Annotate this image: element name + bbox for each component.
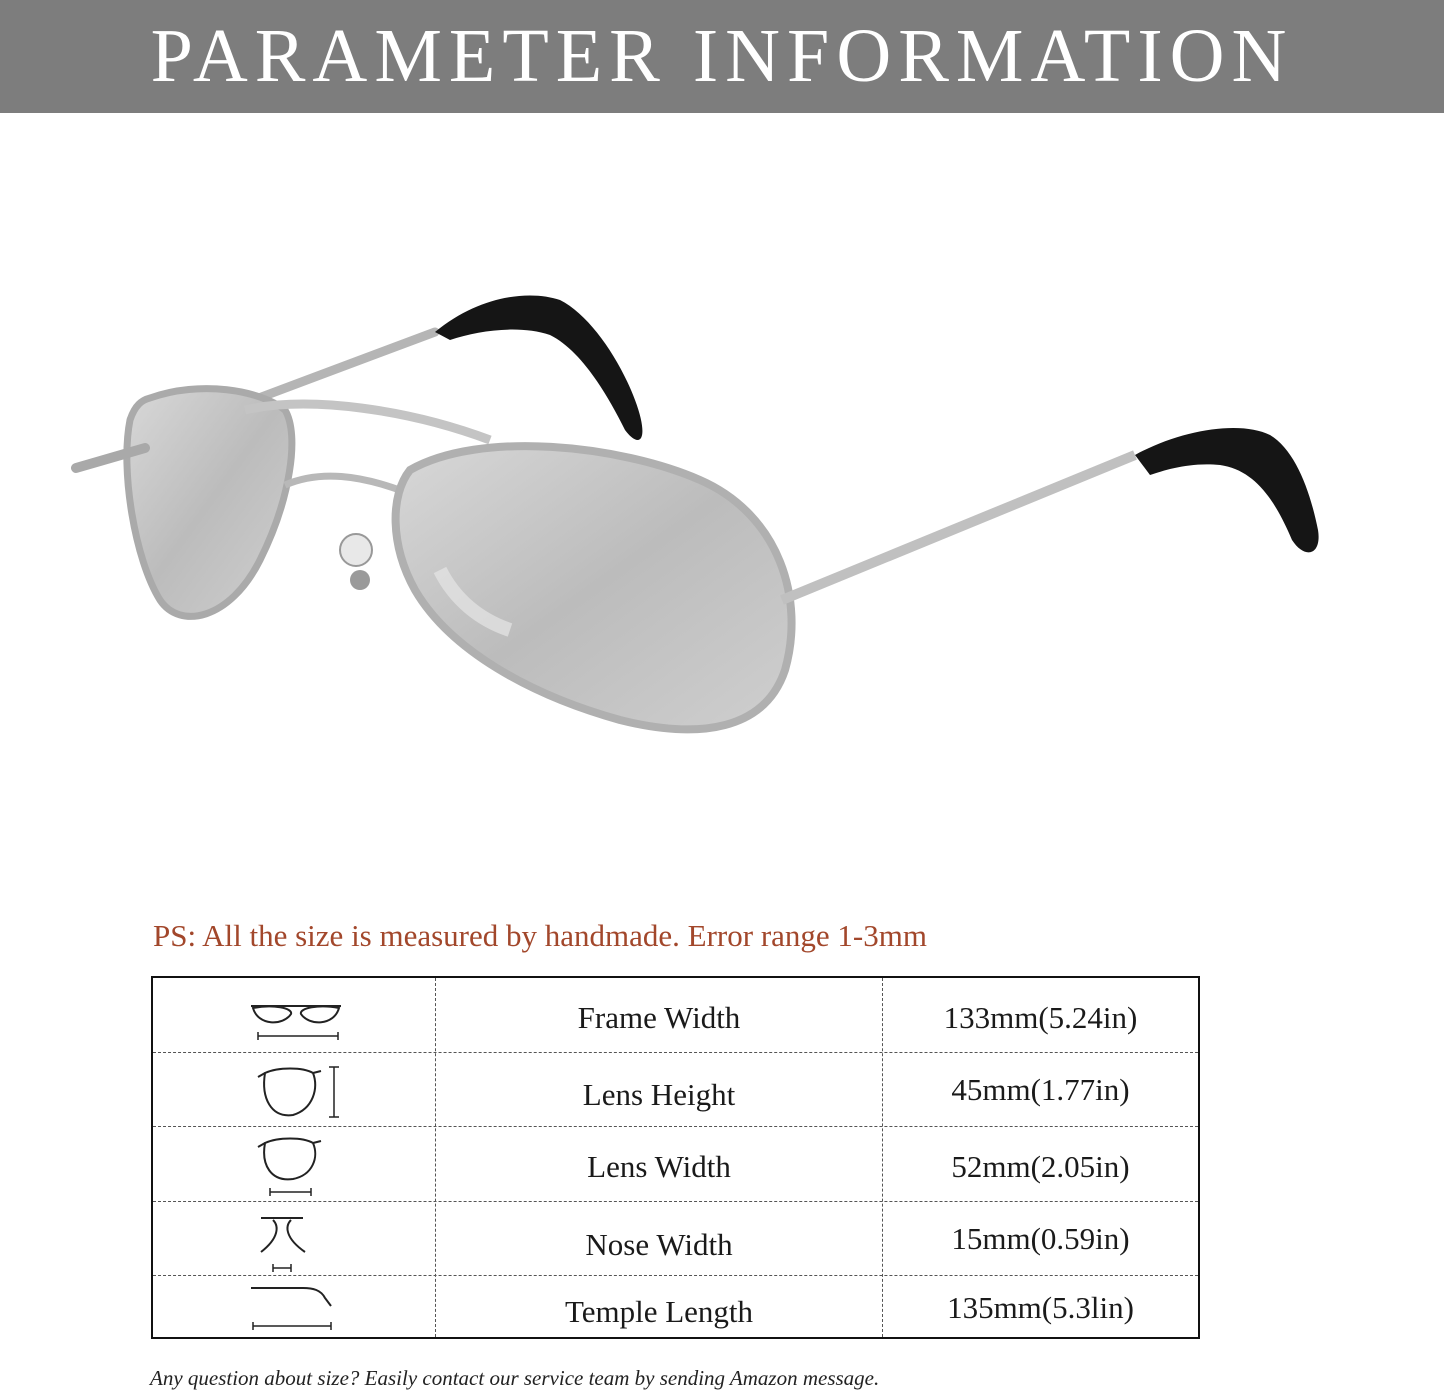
param-name: Lens Width <box>587 1149 731 1184</box>
param-name: Nose Width <box>585 1227 733 1262</box>
param-name: Frame Width <box>577 1000 741 1035</box>
page-title: PARAMETER INFORMATION <box>150 14 1294 98</box>
product-image <box>60 270 1400 830</box>
param-value: 52mm(2.05in) <box>951 1149 1130 1184</box>
lens-width-icon <box>153 1127 435 1202</box>
param-value: 133mm(5.24in) <box>943 1000 1138 1035</box>
temple-length-icon <box>153 1276 435 1337</box>
table-row <box>153 1127 1198 1202</box>
param-name: Temple Length <box>564 1294 754 1329</box>
frame-width-icon <box>153 978 435 1053</box>
table-row <box>153 1276 1198 1337</box>
table-row <box>153 978 1198 1053</box>
lens-height-icon <box>153 1053 435 1127</box>
table-row <box>153 1053 1198 1127</box>
size-table <box>151 976 1200 1339</box>
footer-note: Any question about size? Easily contact our service team by sending Amazon message. <box>150 1366 880 1390</box>
table-row <box>153 1202 1198 1276</box>
param-value: 45mm(1.77in) <box>951 1072 1130 1107</box>
param-name: Lens Height <box>582 1077 736 1112</box>
param-value: 15mm(0.59in) <box>951 1221 1130 1256</box>
size-disclaimer: PS: All the size is measured by handmade. Error range 1-3mm <box>153 918 927 953</box>
nose-width-icon <box>153 1202 435 1276</box>
param-value: 135mm(5.3lin) <box>947 1290 1134 1325</box>
title-banner <box>0 0 1444 113</box>
